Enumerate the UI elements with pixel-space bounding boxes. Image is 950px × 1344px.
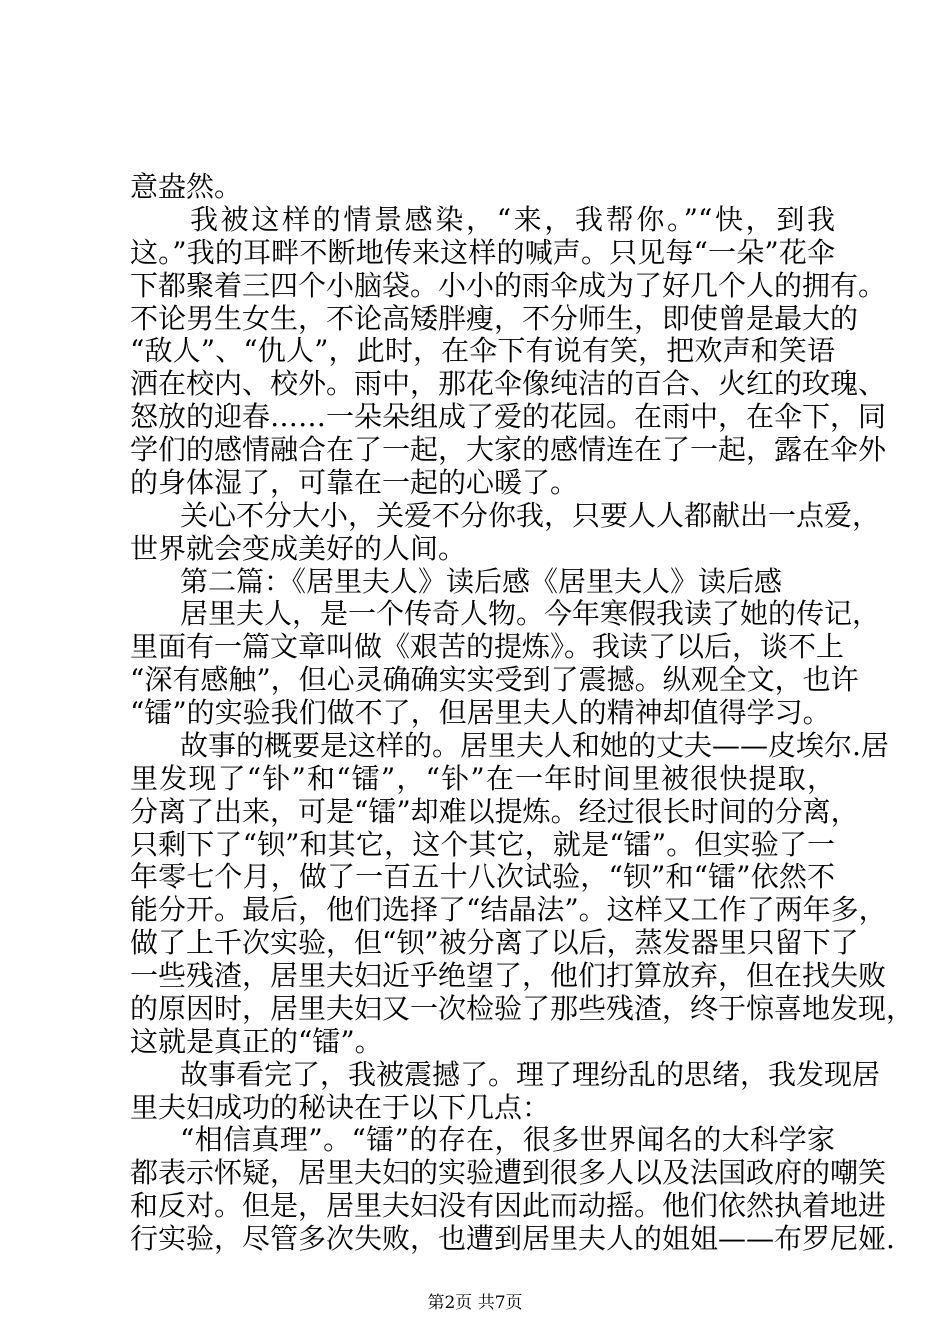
text-line: 关心不分大小，关爱不分你我，只要人人都献出一点爱，: [180, 499, 881, 532]
text-line: 年零七个月，做了一百五十八次试验，“钡”和“镭”依然不: [130, 860, 835, 893]
text-line: 这就是真正的“镭”。: [130, 1025, 383, 1058]
text-line: 和反对。但是，居里夫妇没有因此而动摇。他们依然执着地进: [130, 1189, 887, 1222]
text-line: 学们的感情融合在了一起，大家的感情连在了一起，露在伞外: [130, 433, 887, 466]
text-line: 意盎然。: [130, 170, 243, 203]
text-line: 怒放的迎春……一朵朵组成了爱的花园。在雨中，在伞下，同: [130, 400, 887, 433]
text-line: 洒在校内、校外。雨中，那花伞像纯洁的百合、火红的玫瑰、: [130, 367, 887, 400]
text-line: 能分开。最后，他们选择了“结晶法”。这样又工作了两年多，: [130, 893, 887, 926]
text-line: 世界就会变成美好的人间。: [130, 532, 467, 565]
text-line: 里发现了“钋”和“镭”，“钋”在一年时间里被很快提取，: [130, 762, 835, 795]
text-line: 下都聚着三四个小脑袋。小小的雨伞成为了好几个人的拥有。: [130, 269, 887, 302]
text-line: 的身体湿了，可靠在一起的心暖了。: [130, 466, 579, 499]
text-line: 这。”我的耳畔不断地传来这样的喊声。只见每“一朵”花伞: [130, 236, 835, 269]
section-heading: 第二篇：《居里夫人》读后感《居里夫人》读后感: [180, 565, 783, 598]
text-line: 故事的概要是这样的。居里夫人和她的丈夫——皮埃尔.居: [180, 729, 889, 762]
text-line: 我被这样的情景感染，“来，我帮你。”“快，到我: [190, 203, 835, 236]
text-line: 不论男生女生，不论高矮胖瘦，不分师生，即使曾是最大的: [130, 302, 859, 335]
text-line: “相信真理”。“镭”的存在，很多世界闻名的大科学家: [180, 1123, 835, 1156]
text-line: 故事看完了，我被震撼了。理了理纷乱的思绪，我发现居: [180, 1058, 881, 1091]
text-line: 做了上千次实验，但“钡”被分离了以后，蒸发器里只留下了: [130, 926, 859, 959]
page-footer: 第2页 共7页: [427, 1293, 523, 1313]
text-line: 的原因时，居里夫妇又一次检验了那些残渣，终于惊喜地发现，: [130, 992, 915, 1025]
text-line: 里夫妇成功的秘诀在于以下几点：: [130, 1091, 551, 1124]
text-line: 里面有一篇文章叫做《艰苦的提炼》。我读了以后，谈不上: [130, 630, 845, 663]
text-line: “敌人”、“仇人”，此时，在伞下有说有笑，把欢声和笑语: [130, 334, 835, 367]
text-line: 都表示怀疑，居里夫妇的实验遭到很多人以及法国政府的嘲笑: [130, 1156, 887, 1189]
text-line: “镭”的实验我们做不了，但居里夫人的精神却值得学习。: [130, 696, 831, 729]
text-line: 一些残渣，居里夫妇近乎绝望了，他们打算放弃，但在找失败: [130, 959, 887, 992]
text-line: 只剩下了“钡”和其它，这个其它，就是“镭”。但实验了一: [130, 828, 835, 861]
text-line: 分离了出来，可是“镭”却难以提炼。经过很长时间的分离，: [130, 795, 859, 828]
text-line: 行实验，尽管多次失败，也遭到居里夫人的姐姐——布罗尼娅.: [130, 1222, 895, 1255]
text-line: 居里夫人，是一个传奇人物。今年寒假我读了她的传记，: [180, 597, 881, 630]
text-line: “深有感触”，但心灵确确实实受到了震撼。纵观全文，也许: [130, 663, 859, 696]
